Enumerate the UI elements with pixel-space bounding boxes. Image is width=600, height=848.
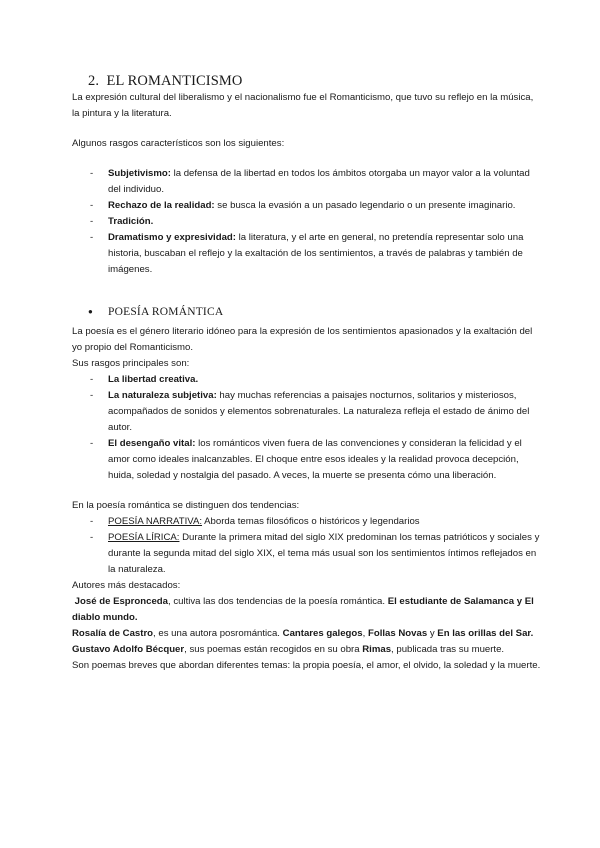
list-item: - Tradición. xyxy=(90,216,154,227)
tendencias-intro: En la poesía romántica se distinguen dos tendencias: xyxy=(72,500,300,511)
autores-intro: Autores más destacados: xyxy=(72,580,181,591)
list-item: - Rechazo de la realidad: se busca la evasión a un pasado legendario o un presente imaginario. xyxy=(90,200,516,211)
intro-paragraph: La expresión cultural del liberalismo y el nacionalismo fue el Romanticismo, que tuvo su reflejo en la música, la pintura y la literatura. xyxy=(72,92,534,119)
list-item: - La libertad creativa. xyxy=(90,374,199,385)
section-number: 2. xyxy=(88,73,100,89)
rasgos-intro: Sus rasgos principales son: xyxy=(72,358,190,369)
autor-becquer: Gustavo Adolfo Bécquer, sus poemas están recogidos en su obra Rimas, publicada tras su muerte. xyxy=(72,644,505,655)
document-body xyxy=(72,90,542,278)
features-intro: Algunos rasgos característicos son los siguientes: xyxy=(72,138,285,149)
poesia-section xyxy=(72,324,542,674)
list-item: - Subjetivismo: la defensa de la libertad en todos los ámbitos otorgaba un mayor valor a la voluntad del individuo. xyxy=(90,168,530,195)
section-title: EL ROMANTICISMO xyxy=(106,73,243,89)
tendencias-list xyxy=(72,514,542,578)
list-item: - La naturaleza subjetiva: hay muchas referencias a paisajes nocturnos, solitarios y misteriosos, acompañados de sonidos y elementos sobrenaturales. La naturaleza refleja el estado de ánimo del autor. xyxy=(90,390,530,433)
features-list xyxy=(72,166,542,278)
subsection-title: POESÍA ROMÁNTICA xyxy=(108,306,224,318)
rasgos-list xyxy=(72,372,542,484)
list-item: - El desengaño vital: los románticos viven fuera de las convenciones y consideran la felicidad y el amor como ideales inalcanzables. El choque entre esos ideales y la realidad provoca decepción, huida, soledad y nostalgia del pasado. A veces, la muerte se presenta cómo una liberación. xyxy=(90,438,522,481)
list-item: - POESÍA LÍRICA: Durante la primera mitad del siglo XIX predominan los temas patrióticos y sociales y durante la segunda mitad del siglo XIX, el tema más usual son los sentimientos íntimos reflejados en la naturaleza. xyxy=(90,532,540,575)
bullet-icon: ● xyxy=(88,307,93,316)
autor-espronceda: José de Espronceda, cultiva las dos tendencias de la poesía romántica. El estudiante de Salamanca y El diablo mundo. xyxy=(72,596,534,623)
list-item: - Dramatismo y expresividad: la literatura, y el arte en general, no pretendía representar solo una historia, buscaban el reflejo y la exaltación de los sentimientos, a través de palabras y también de imágenes. xyxy=(90,232,524,275)
poesia-intro: La poesía es el género literario idóneo para la expresión de los sentimientos apasionados y la exaltación del yo propio del Romanticismo. xyxy=(72,326,533,353)
autor-castro: Rosalía de Castro, es una autora posromántica. Cantares galegos, Follas Novas y En las orillas del Sar. xyxy=(72,628,534,639)
list-item: - POESÍA NARRATIVA: Aborda temas filosóficos o históricos y legendarios xyxy=(90,516,420,527)
closing-paragraph: Son poemas breves que abordan diferentes temas: la propia poesía, el amor, el olvido, la soledad y la muerte. xyxy=(72,660,541,671)
section-heading xyxy=(88,72,242,90)
